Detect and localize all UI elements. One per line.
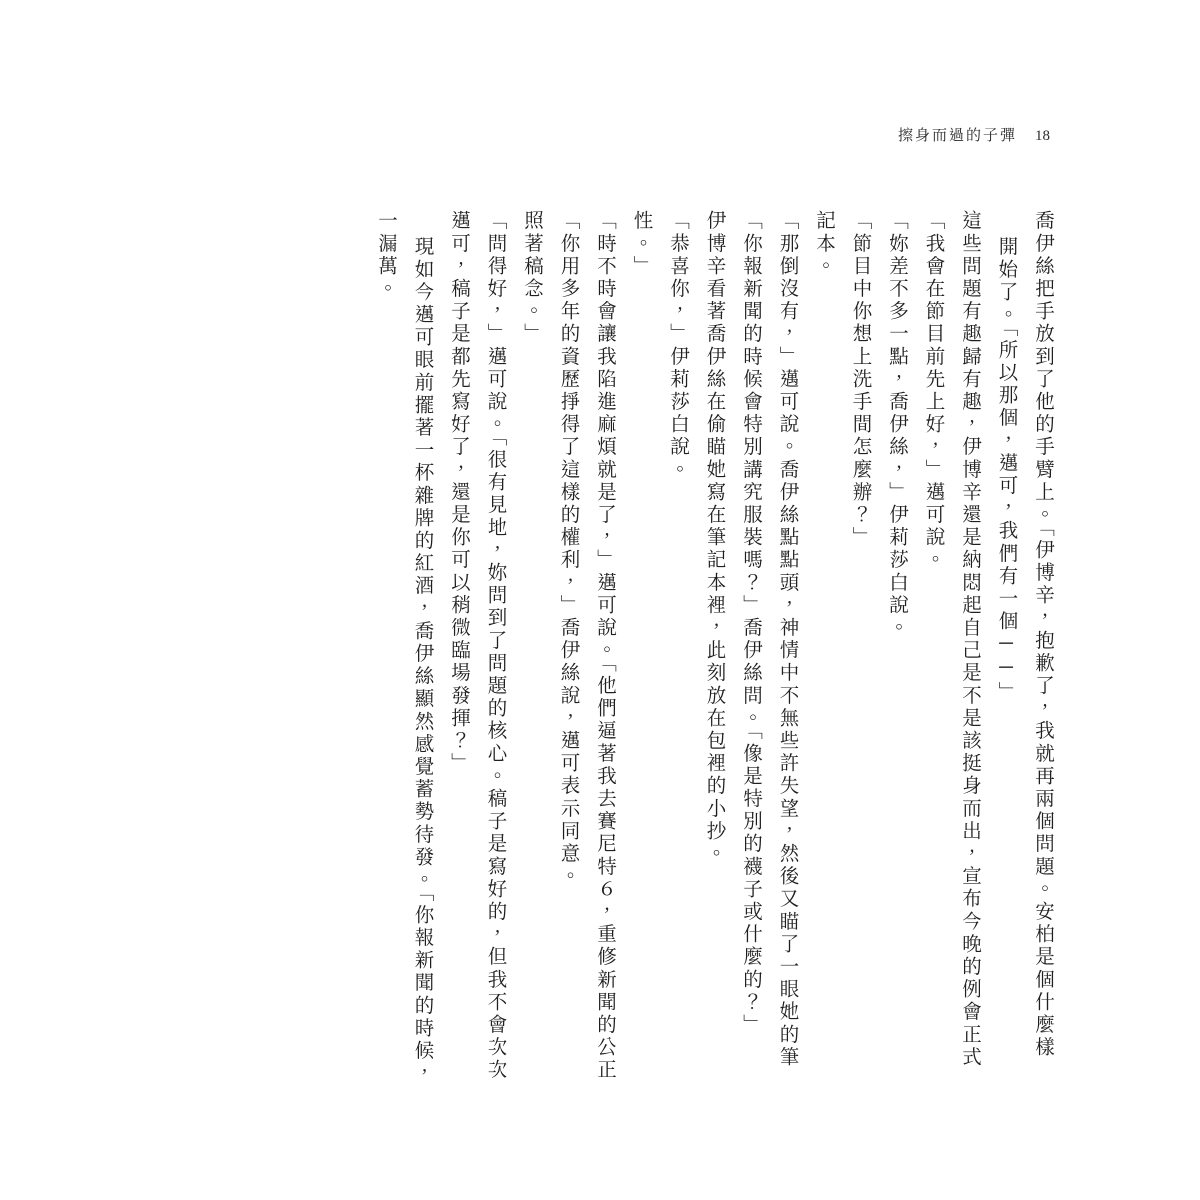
text-column: 照著稿念。」 [521, 210, 542, 346]
page-number: 18 [1035, 128, 1050, 144]
text-column: 喬伊絲把手放到了他的手臂上。「伊博辛，抱歉了，我就再兩個問題。安柏是個什麼樣 [1032, 210, 1053, 1060]
text-column: 一漏萬。 [375, 210, 396, 301]
text-column: 「你用多年的資歷掙得了這樣的權利，」喬伊絲說，邁可表示同意。 [557, 210, 579, 888]
text-column: 「節目中你想上洗手間怎麼辦？」 [849, 210, 871, 549]
running-head-title: 擦身而過的子彈 [897, 128, 1017, 144]
text-column: 「恭喜你，」伊莉莎白說。 [667, 210, 688, 482]
text-column: 記本。 [813, 210, 834, 278]
text-column: 伊博辛看著喬伊絲在偷瞄她寫在筆記本裡，此刻放在包裡的小抄。 [703, 210, 725, 866]
text-column: 「妳差不多一點，喬伊絲，」伊莉莎白說。 [886, 210, 907, 640]
text-column: 這些問題有趣歸有趣，伊博辛還是納悶起自己是不是該挺身而出，宣布今晚的例會正式 [959, 210, 980, 1069]
running-head [898, 124, 1050, 145]
text-column: 「我會在節目前先上好，」邁可說。 [922, 210, 944, 572]
text-column: 性。」 [630, 210, 652, 278]
text-column: 開始了。「所以那個，邁可，我們有一個──」 [995, 236, 1017, 704]
text-column: 現如今邁可眼前擺著一杯雜牌的紅酒，喬伊絲顯然感覺蓄勢待發。「你報新聞的時候， [411, 236, 433, 1086]
text-column: 「時不時會讓我陷進麻煩就是了，」邁可說。「他們逼著我去賽尼特６，重修新聞的公正 [594, 210, 615, 1082]
vertical-text-body [359, 210, 1053, 1086]
text-column: 「你報新聞的時候會特別講究服裝嗎？」喬伊絲問。「像是特別的襪子或什麼的？」 [740, 210, 761, 1037]
text-column: 「問得好，」邁可說。「很有見地，妳問到了問題的核心。稿子是寫好的，但我不會次次 [484, 210, 506, 1082]
text-column: 邁可，稿子是都先寫好了，還是你可以稍微臨場發揮？」 [448, 210, 469, 775]
text-column: 「那倒沒有，」邁可說。喬伊絲點點頭，神情中不無些許失望，然後又瞄了一眼她的筆 [776, 210, 798, 1069]
